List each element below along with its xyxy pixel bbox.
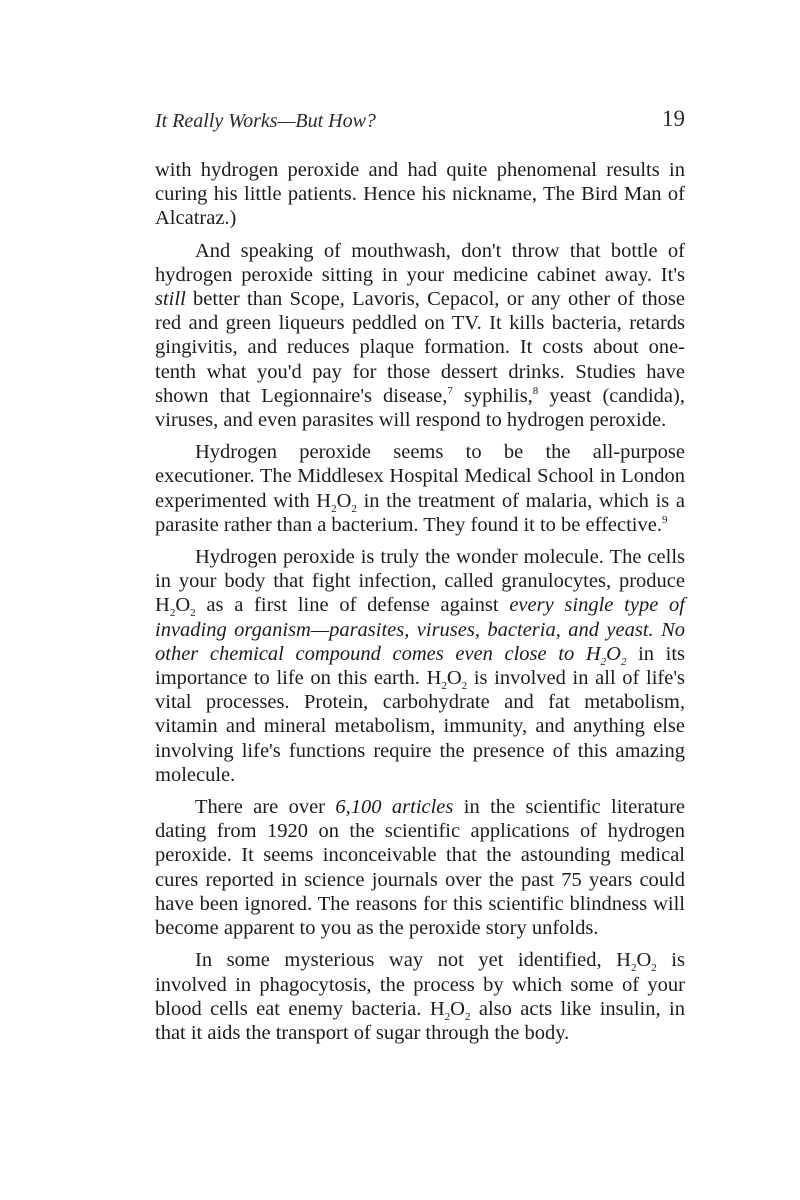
paragraph-text: And speaking of mouthwash, don't throw that bottle of hydrogen peroxide sitting in your medicine cabinet away. It's — [155, 239, 685, 286]
paragraph-text: Hydrogen peroxide is truly the wonder molecule. The cells in your body that fight infection, called granulocytes, produce — [155, 546, 685, 593]
paragraph-6 — [155, 948, 685, 1045]
chemical-formula: $H_2O_2$ — [155, 594, 196, 620]
paragraph-text: as a first line of defense against — [195, 594, 510, 617]
paragraph-text: with hydrogen peroxide and had quite phenomenal results in curing his little patients. Hence his nickname, The Bird Man of Alcatraz.) — [155, 159, 685, 230]
paragraph-text: There are over — [195, 796, 336, 819]
paragraph-text: is involved in phagocytosis, the process by which some of your blood cells eat enemy bacteria. — [155, 949, 685, 1020]
paragraph-1 — [155, 158, 685, 231]
paragraph-text: better than Scope, Lavoris, Cepacol, or any other of those red and green liqueurs peddled on TV. It kills bacteria, retards gingivitis, and reduces plaque formation. It costs about one-tenth what you'd pay for those dessert drinks. Studies have shown that Legionnaire's disease, — [155, 288, 685, 407]
paragraph-text: Hydrogen peroxide seems to be the all-purpose executioner. The Middlesex Hospital Medical School in London experimented with — [155, 441, 685, 512]
chemical-formula: $H_2O_2$ — [429, 997, 471, 1023]
paragraph-4 — [155, 545, 685, 787]
paragraph-text: syphilis, — [452, 384, 533, 407]
paragraph-2 — [155, 239, 685, 433]
emphasis-text: every single type of invading organism—parasites, viruses, bacteria, and yeast. No other chemical compound comes even close to — [155, 594, 685, 665]
paragraph-text: in its importance to life on this earth. — [155, 642, 685, 690]
paragraph-text: in the treatment of malaria, which is a parasite rather than a bacterium. They found it to be effective. — [155, 489, 685, 536]
paragraph-5 — [155, 795, 685, 940]
emphasis-text: 6,100 articles — [335, 796, 454, 819]
chemical-formula: $H_2O_2$ — [316, 489, 357, 515]
paragraph-text: is involved in all of life's vital processes. Protein, carbohydrate and fat metabolism, vitamin and mineral metabolism, immunity, and anything else involving life's functions require the presence of this amazing molecule. — [155, 667, 685, 786]
chemical-formula: $H_2O_2$ — [616, 949, 657, 975]
emphasis-text: still — [155, 288, 186, 311]
chemical-formula: $H_2O_2$ — [585, 642, 627, 668]
running-header — [155, 106, 685, 136]
paragraph-text: yeast (candida), viruses, and even parasites will respond to hydrogen peroxide. — [155, 384, 685, 432]
chemical-formula: $H_2O_2$ — [426, 667, 468, 693]
footnote-ref-8: 8 — [532, 385, 539, 397]
footnote-ref-9: 9 — [661, 514, 668, 527]
paragraph-3 — [155, 440, 685, 537]
body-text — [155, 158, 685, 1053]
footnote-ref-7: 7 — [447, 385, 453, 397]
paragraph-text: In some mysterious way not yet identified, — [195, 949, 617, 972]
running-title: It Really Works—But How? — [155, 110, 376, 132]
page-number: 19 — [662, 106, 685, 131]
paragraph-text: also acts like insulin, in that it aids the transport of sugar through the body. — [155, 997, 685, 1044]
paragraph-text: in the scientific literature dating from 1920 on the scientific applications of hydrogen peroxide. It seems inconceivable that the astounding medical cures reported in science journals over the past 75 years could have been ignored. The reasons for this scientific blindness will become apparent to you as the peroxide story unfolds. — [155, 796, 686, 940]
